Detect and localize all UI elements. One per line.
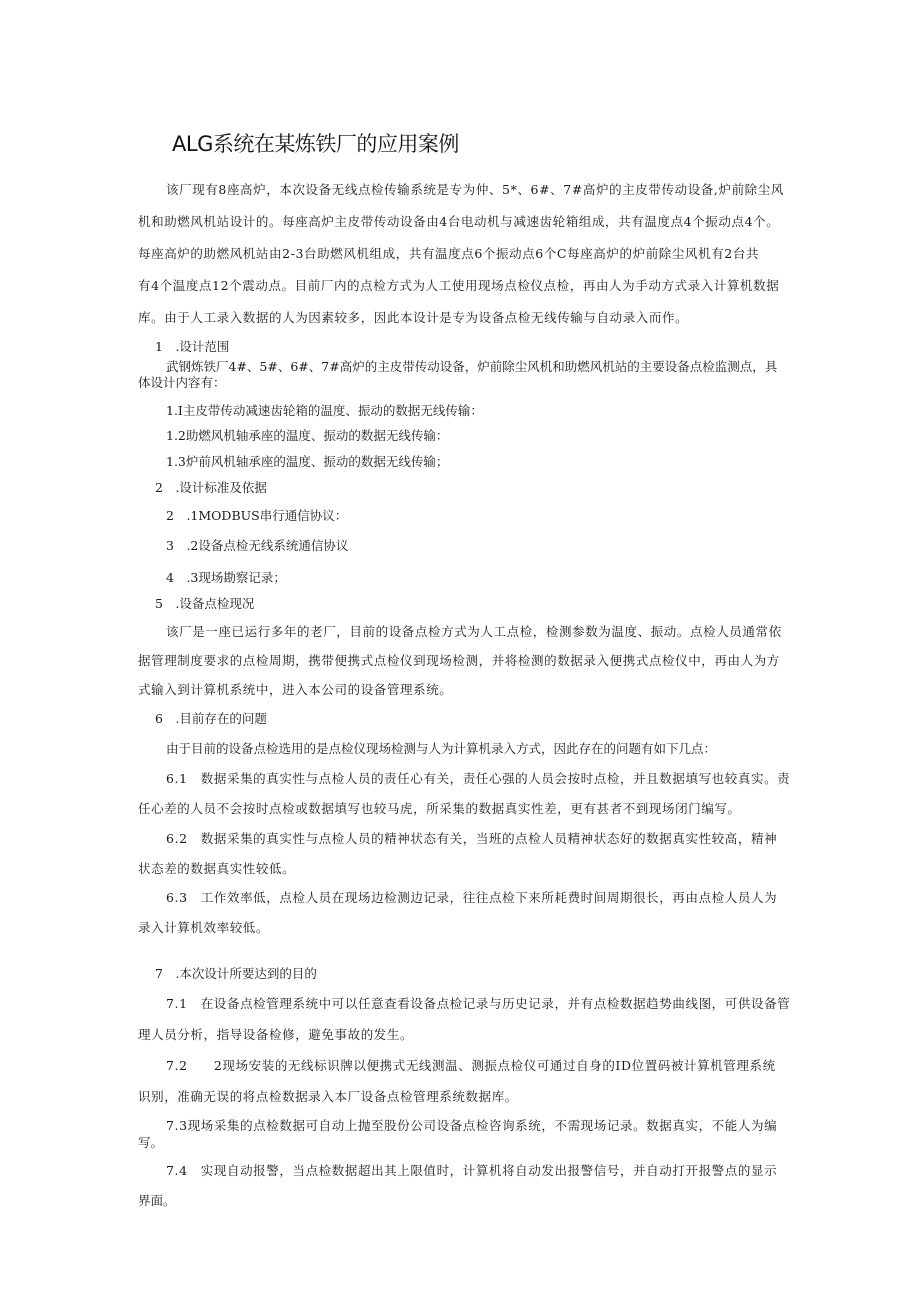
list-item: 2 .1MODBUS串行通信协议：	[166, 508, 348, 523]
list-item: 7.2 2现场安装的无线标识牌以便携式无线测温、测振点检仪可通过自身的ID位置码被计算机管理系统	[166, 1058, 776, 1073]
paragraph-line: 任心差的人员不会按时点检或数据填写也较马虎，所采集的数据真实性差，更有甚者不到现场闭门编写。	[138, 801, 741, 816]
paragraph-line: 体设计内容有：	[138, 375, 226, 390]
paragraph-line: 界面。	[138, 1193, 176, 1208]
list-item: 7.3现场采集的点检数据可自动上抛至股份公司设备点检咨询系统，不需现场记录。数据真实，不能人为编	[166, 1118, 778, 1133]
list-item: 1.2助燃风机轴承座的温度、振动的数据无线传输：	[166, 428, 449, 443]
list-item: 1.I主皮带传动减速齿轮箱的温度、振动的数据无线传输：	[166, 403, 483, 418]
paragraph-line: 识别，准确无误的将点检数据录入本厂设备点检管理系统数据库。	[138, 1089, 518, 1104]
section-heading: 7 .本次设计所要达到的目的	[155, 966, 317, 981]
section-heading: 2 .设计标准及依据	[155, 480, 267, 495]
list-item: 7.4 实现自动报警，当点检数据超出其上限值时，计算机将自动发出报警信号，并自动打开报警点的显示	[166, 1163, 778, 1178]
paragraph-line: 该厂现有8座高炉，本次设备无线点检传输系统是专为仲、5*、6#、7#高炉的主皮带传动设备,炉前除尘风	[166, 182, 784, 197]
paragraph-line: 每座高炉的助燃风机站由2-3台助燃风机组成，共有温度点6个振动点6个C每座高炉的炉前除尘风机有2台共	[138, 246, 760, 261]
document-title: ALG系统在某炼铁厂的应用案例	[172, 132, 459, 156]
paragraph-line: 状态差的数据真实性较低。	[138, 861, 296, 876]
paragraph-line: 据管理制度要求的点检周期，携带便携式点检仪到现场检测，并将检测的数据录入便携式点检仪中，再由人为方	[138, 653, 780, 668]
paragraph-line: 理人员分析，指导设备检修，避免事故的发生。	[138, 1027, 414, 1042]
list-item: 6.3 工作效率低，点检人员在现场边检测边记录，往往点检下来所耗费时间周期很长，再由点检人员人为	[166, 890, 778, 905]
list-item: 1.3炉前风机轴承座的温度、振动的数据无线传输；	[166, 454, 449, 469]
list-item: 4 .3现场勘察记录；	[166, 570, 286, 585]
paragraph-line: 由于目前的设备点检选用的是点检仪现场检测与人为计算机录入方式，因此存在的问题有如下几点：	[166, 741, 717, 756]
paragraph-line: 该厂是一座已运行多年的老厂，目前的设备点检方式为人工点检，检测参数为温度、振动。点检人员通常依	[166, 624, 782, 639]
paragraph-line: 机和助燃风机站设计的。每座高炉主皮带传动设备由4台电动机与减速齿轮箱组成，共有温度点4个振动点4个。	[138, 214, 780, 229]
paragraph-line: 式输入到计算机系统中，进入本公司的设备管理系统。	[138, 682, 453, 697]
list-item: 3 .2设备点检无线系统通信协议	[166, 538, 349, 553]
paragraph-line: 写。	[138, 1135, 164, 1150]
paragraph-line: 录入计算机效率较低。	[138, 920, 270, 935]
section-heading: 1 .设计范围	[155, 339, 230, 354]
paragraph-line: 库。由于人工录入数据的人为因素较多，因此本设计是专为设备点检无线传输与自动录入而作。	[138, 310, 689, 325]
paragraph-line: 有4个温度点12个震动点。目前厂内的点检方式为人工使用现场点检仪点检，再由人为手动方式录入计算机数据	[138, 278, 780, 293]
list-item: 6.2 数据采集的真实性与点检人员的精神状态有关，当班的点检人员精神状态好的数据真实性较高，精神	[166, 831, 778, 846]
paragraph-line: 武钢炼铁厂4#、5#、6#、7#高炉的主皮带传动设备，炉前除尘风机和助燃风机站的主要设备点检监测点，具	[166, 359, 778, 374]
list-item: 7.1 在设备点检管理系统中可以任意查看设备点检记录与历史记录，并有点检数据趋势曲线图，可供设备管	[166, 996, 791, 1011]
section-heading: 5 .设备点检现况	[155, 596, 255, 611]
list-item: 6.1 数据采集的真实性与点检人员的责任心有关，责任心强的人员会按时点检，并且数据填写也较真实。责	[166, 771, 791, 786]
section-heading: 6 .目前存在的问题	[155, 711, 267, 726]
